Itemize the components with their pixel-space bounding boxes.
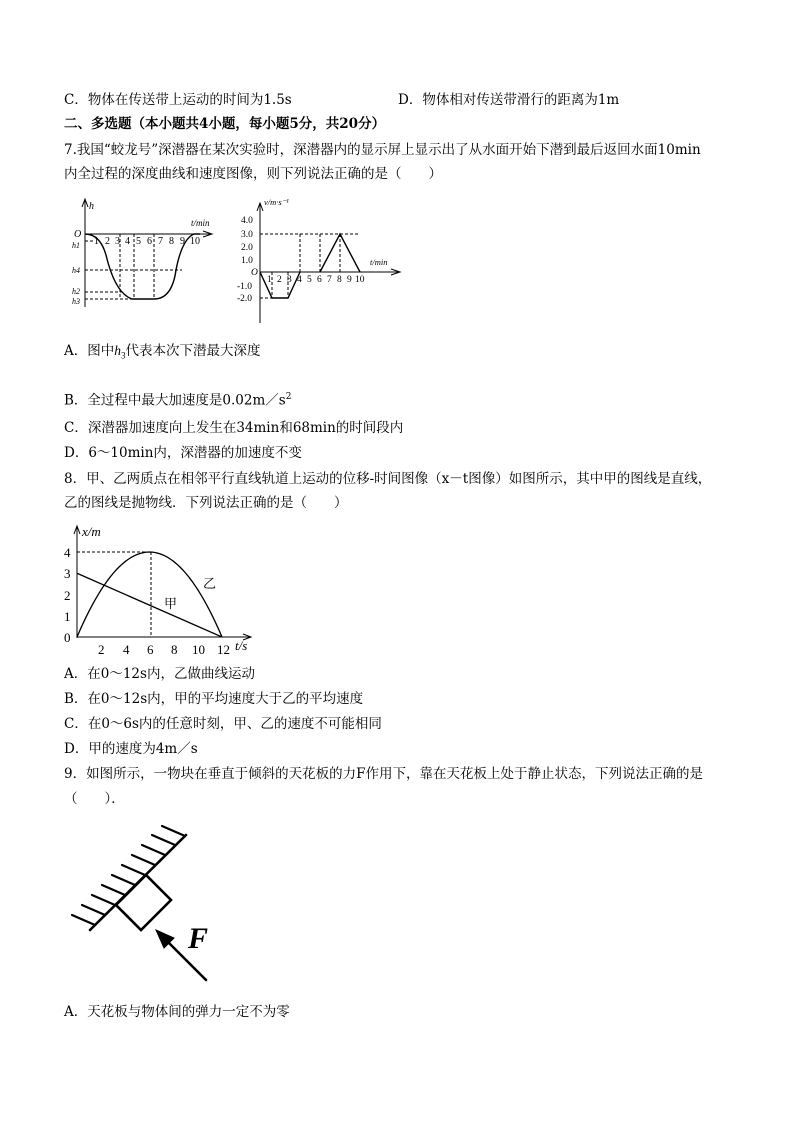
- q6-option-c: C．物体在传送带上运动的时间为1.5s: [64, 92, 292, 108]
- velocity-y-tick: -1.0: [237, 282, 253, 292]
- q8-label-jia: 甲: [164, 596, 178, 611]
- depth-x-tick: 7: [158, 236, 163, 247]
- q6-option-d: D．物体相对传送带滑行的距离为1m: [398, 92, 620, 108]
- q8-series-yi: [77, 552, 222, 637]
- depth-x-tick: 8: [169, 236, 174, 247]
- velocity-x-tick: 2: [277, 275, 282, 285]
- q7-option-a-suffix: 代表本次下潜最大深度: [125, 343, 261, 359]
- q9-option-a: A．天花板与物体间的弹力一定不为零: [64, 1004, 290, 1020]
- depth-x-tick: 5: [136, 236, 141, 247]
- depth-x-tick: 2: [105, 236, 110, 247]
- q7-option-b-text: B．全过程中最大加速度是0.02m／s: [64, 392, 286, 409]
- q8-x-tick-10: 10: [192, 642, 205, 657]
- q7-option-a-sub: 3: [121, 350, 126, 361]
- q8-x-tick-6: 6: [147, 642, 154, 657]
- q7-option-b: [64, 388, 291, 410]
- depth-x-tick: 1: [94, 236, 99, 247]
- depth-y-label-h2: h2: [72, 287, 80, 296]
- velocity-x-tick: 9: [347, 275, 352, 285]
- depth-y-axis-label: h: [89, 201, 94, 212]
- depth-x-tick: 3: [115, 236, 120, 247]
- velocity-y-tick: 4.0: [241, 216, 253, 226]
- q9-ceiling-figure: [68, 822, 238, 987]
- q8-y-tick-2: 2: [64, 588, 71, 603]
- q8-y-tick-4: 4: [64, 545, 71, 560]
- q7-option-c: C．深潜器加速度向上发生在34min和68min的时间段内: [64, 420, 404, 436]
- velocity-y-tick: 3.0: [241, 230, 253, 240]
- q8-y-tick-1: 1: [64, 609, 71, 624]
- q8-x-tick-8: 8: [171, 642, 178, 657]
- velocity-x-tick: 1: [267, 275, 272, 285]
- velocity-x-tick: 4: [297, 275, 302, 285]
- depth-y-label-h1: h1: [72, 241, 80, 250]
- q8-option-d: D．甲的速度为4m／s: [64, 741, 198, 757]
- q8-x-axis-label: t/s: [235, 638, 248, 653]
- velocity-y-tick: 2.0: [241, 243, 253, 253]
- depth-x-tick: 4: [125, 236, 130, 247]
- q8-stem-line2: 乙的图线是抛物线．下列说法正确的是（ ）: [64, 495, 348, 511]
- q8-y-tick-3: 3: [64, 566, 71, 581]
- q7-option-a: [64, 342, 261, 365]
- q7-stem-line2: 内全过程的深度曲线和速度图像，则下列说法正确的是（ ）: [64, 166, 442, 182]
- depth-x-tick: 6: [147, 236, 152, 247]
- velocity-y-tick: 1.0: [241, 256, 253, 266]
- velocity-x-tick: 5: [307, 275, 312, 285]
- q8-option-b: B．在0～12s内，甲的平均速度大于乙的平均速度: [64, 691, 364, 707]
- force-label: F: [188, 922, 209, 955]
- depth-x-axis-label: t/min: [191, 218, 210, 228]
- velocity-x-tick: 8: [337, 275, 342, 285]
- q8-series-jia: [77, 573, 222, 637]
- q8-xt-chart: [60, 522, 260, 660]
- q8-x-tick-4: 4: [123, 642, 130, 657]
- q9-stem-line1: 9．如图所示，一物块在垂直于倾斜的天花板的力F作用下，靠在天花板上处于静止状态，下列说法正确的是: [64, 766, 703, 782]
- velocity-y-axis-label: v/m·s⁻¹: [264, 197, 289, 207]
- q8-x-tick-2: 2: [98, 642, 105, 657]
- depth-y-label-h3: h3: [72, 297, 80, 306]
- q8-label-yi: 乙: [203, 576, 217, 591]
- q8-option-a: A．在0～12s内，乙做曲线运动: [64, 666, 255, 682]
- q8-option-c: C．在0～6s内的任意时刻，甲、乙的速度不可能相同: [64, 716, 382, 732]
- velocity-x-tick: 3: [287, 275, 292, 285]
- q7-depth-figure: [70, 195, 220, 315]
- q8-y-axis-label: x/m: [82, 524, 101, 539]
- q7-option-a-prefix: A．图中: [64, 343, 115, 359]
- block: [116, 875, 171, 930]
- depth-x-tick: 9: [180, 236, 185, 247]
- velocity-x-tick: 10: [355, 275, 365, 285]
- depth-x-tick: 10: [190, 236, 200, 247]
- q7-velocity-figure: [226, 195, 406, 327]
- q8-stem-line1: 8．甲、乙两质点在相邻平行直线轨道上运动的位移-时间图像（x－t图像）如图所示，其中甲的图线是直线，: [64, 471, 712, 487]
- q7-option-b-sup: 2: [285, 392, 292, 402]
- velocity-y-tick: -2.0: [237, 294, 253, 304]
- q8-y-tick-0: 0: [64, 630, 71, 645]
- velocity-origin-label: O: [251, 268, 258, 278]
- velocity-x-tick: 6: [317, 275, 322, 285]
- depth-y-label-h4: h4: [72, 266, 80, 275]
- q7-option-d: D．6～10min内，深潜器的加速度不变: [64, 445, 302, 461]
- q7-option-a-var: h: [114, 343, 121, 358]
- velocity-x-axis-label: t/min: [370, 257, 388, 267]
- section-title: 二、多选题（本小题共4小题，每小题5分，共20分）: [64, 116, 386, 132]
- q8-x-tick-12: 12: [217, 642, 230, 657]
- depth-origin-label: O: [74, 229, 82, 240]
- q7-stem-line1: 7.我国“蛟龙号”深潜器在某次实验时，深潜器内的显示屏上显示出了从水面开始下潜到最后返回水面10min: [64, 142, 701, 158]
- velocity-x-tick: 7: [327, 275, 332, 285]
- q9-stem-line2: （ ）．: [64, 791, 125, 807]
